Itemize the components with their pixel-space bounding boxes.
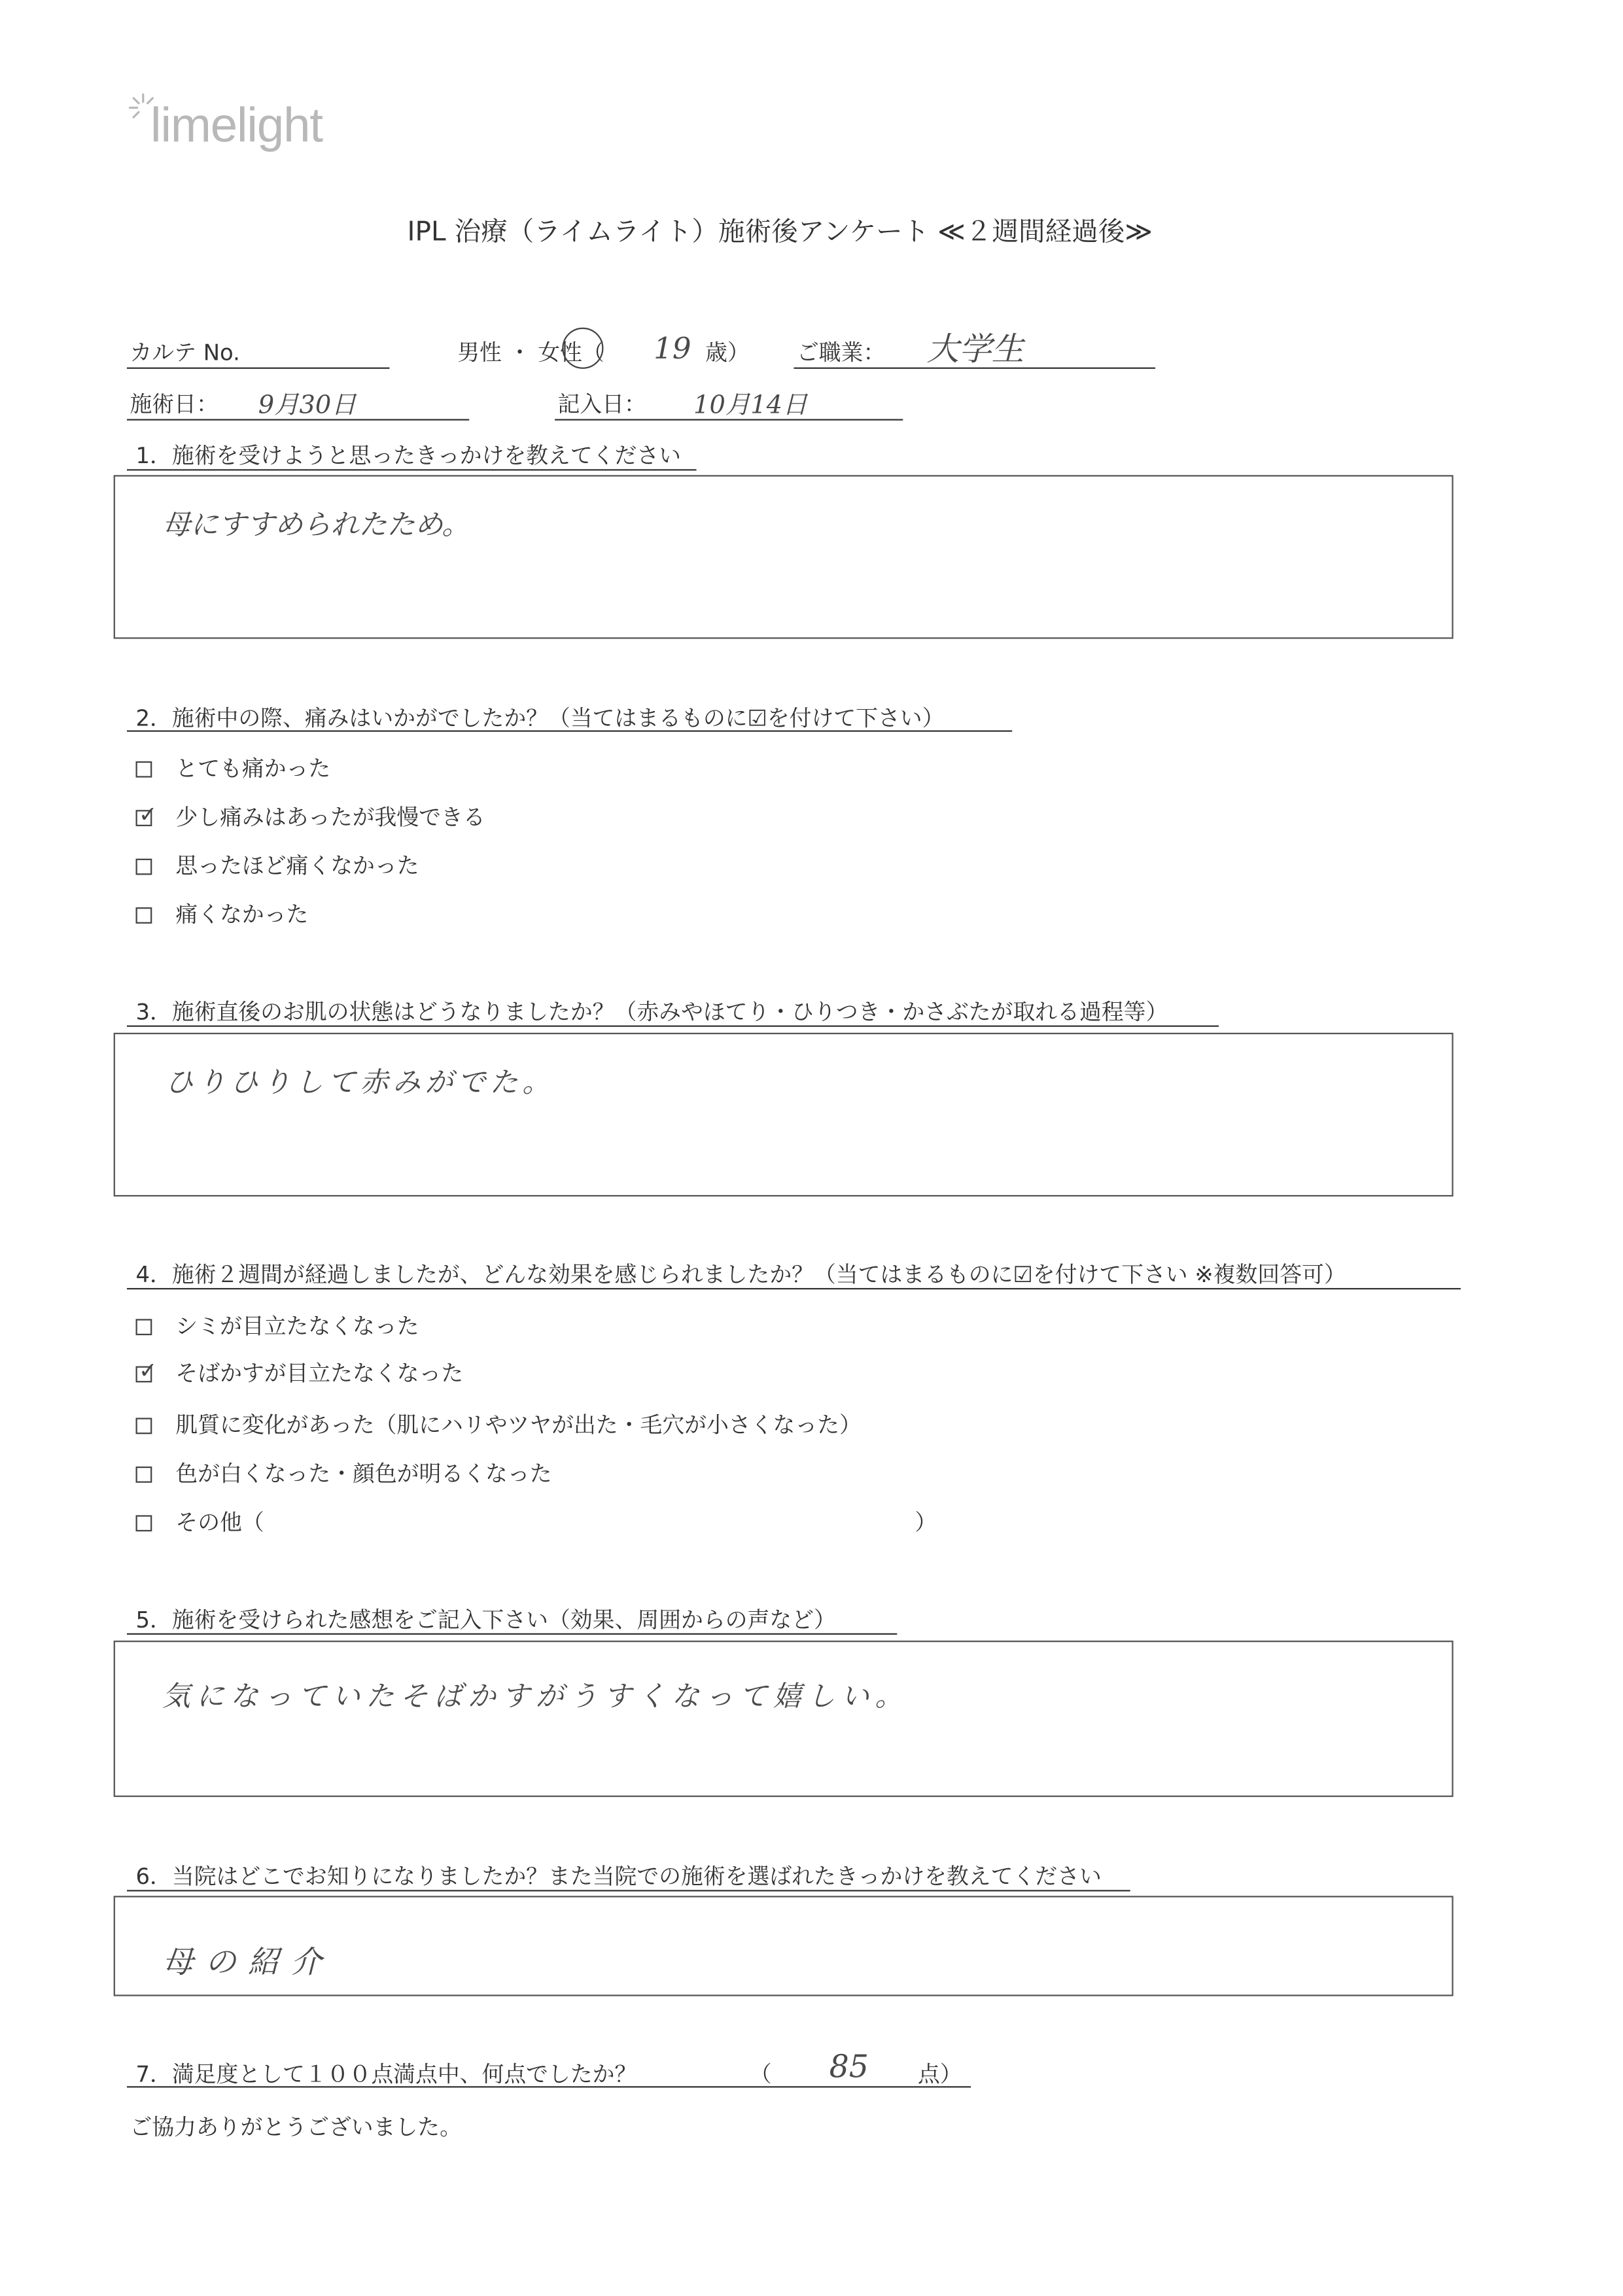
q4-option-5[interactable]: その他（	[136, 1506, 264, 1537]
q6-question: 6．当院はどこでお知りになりましたか？また当院での施術を選ばれたきっかけを教えてください	[135, 1863, 1102, 1890]
entry-date-value: 10月14日	[693, 391, 808, 421]
q7-unit: 点）	[917, 2061, 962, 2088]
closing-text: ご協力ありがとうございました。	[130, 2114, 462, 2141]
treatment-date-value: 9月30日	[258, 391, 357, 421]
q4-option-1[interactable]: シミが目立たなくなった	[136, 1310, 419, 1341]
gender-circle-mark	[562, 328, 603, 369]
q7-open-paren: （	[749, 2061, 772, 2088]
gender-label: 男性 ・ 女性（	[457, 339, 604, 366]
q4-other-close: ）	[915, 1509, 937, 1536]
q1-underline	[127, 469, 697, 470]
q3-underline	[127, 1026, 1219, 1027]
entry-date-underline	[555, 419, 903, 421]
q4-option-2[interactable]: ✓ そばかすが目立たなくなった	[136, 1357, 464, 1388]
checkbox[interactable]	[136, 859, 152, 875]
q4-option-4[interactable]: 色が白くなった・顔色が明るくなった	[136, 1457, 552, 1488]
checkbox[interactable]	[136, 1515, 152, 1531]
q2-option-4[interactable]: 痛くなかった	[136, 899, 309, 930]
q5-answer: 気になっていたそばかすがうすくなって嬉しい。	[162, 1680, 909, 1713]
karte-label: カルテ No.	[130, 339, 240, 366]
q7-score: 85	[829, 2049, 869, 2085]
checkbox[interactable]	[136, 1418, 152, 1434]
karte-underline	[127, 368, 389, 369]
q2-question: 2．施術中の際、痛みはいかがでしたか？（当てはまるものに☑を付けて下さい）	[135, 705, 945, 732]
age-value: 19	[654, 330, 691, 366]
q6-answer-box[interactable]	[114, 1896, 1454, 1996]
q1-answer-box[interactable]	[114, 475, 1454, 638]
checkbox[interactable]	[136, 1319, 152, 1335]
q3-question: 3．施術直後のお肌の状態はどうなりましたか？（赤みやほてり・ひりつき・かさぶたが取れる過程等）	[135, 998, 1168, 1026]
q2-option-3[interactable]: 思ったほど痛くなかった	[136, 850, 419, 880]
q4-underline	[127, 1288, 1461, 1289]
checkbox-checked[interactable]	[136, 801, 158, 828]
entry-date-label: 記入日：	[557, 391, 646, 418]
treatment-date-label: 施術日：	[130, 391, 218, 418]
q3-answer-box[interactable]	[114, 1033, 1454, 1196]
q2-underline	[127, 730, 1012, 731]
q6-underline	[127, 1890, 1130, 1891]
q2-option-2[interactable]: ✓ 少し痛みはあったが我慢できる	[136, 801, 485, 832]
q2-option-1[interactable]: とても痛かった	[136, 752, 331, 783]
occupation-value: 大学生	[926, 332, 1024, 369]
q5-answer-box[interactable]	[114, 1641, 1454, 1797]
q4-option-3[interactable]: 肌質に変化があった（肌にハリやツヤが出た・毛穴が小さくなった）	[136, 1409, 862, 1440]
q7-question: 7．満足度として１００点満点中、何点でしたか？	[135, 2061, 637, 2088]
q3-answer: ひりひりして赤みがでた。	[165, 1066, 555, 1100]
occupation-underline	[794, 368, 1155, 369]
q1-question: 1．施術を受けようと思ったきっかけを教えてください	[135, 442, 681, 470]
q7-underline	[127, 2086, 971, 2087]
q5-question: 5．施術を受けられた感想をご記入下さい（効果、周囲からの声など）	[135, 1607, 836, 1633]
treatment-date-underline	[127, 419, 469, 421]
q4-question: 4．施術２週間が経過しましたが、どんな効果を感じられましたか？（当てはまるものに☑を付けて下さい ※複数回答可）	[135, 1261, 1346, 1289]
checkbox-checked[interactable]	[136, 1357, 158, 1384]
q5-underline	[127, 1633, 897, 1635]
page-title: IPL 治療（ライムライト）施術後アンケート ≪２週間経過後≫	[407, 217, 1153, 248]
occupation-label: ご職業：	[796, 339, 886, 366]
checkbox[interactable]	[136, 1467, 152, 1483]
check-mark-icon: ✓	[139, 1357, 158, 1384]
checkbox[interactable]	[136, 907, 152, 924]
logo: limelight	[150, 97, 323, 152]
checkbox[interactable]	[136, 761, 152, 778]
check-mark-icon: ✓	[139, 801, 158, 828]
age-unit: 歳）	[705, 339, 750, 366]
q1-answer: 母にすすめられたため。	[162, 509, 470, 542]
q6-answer: 母の紹介	[162, 1944, 334, 1980]
